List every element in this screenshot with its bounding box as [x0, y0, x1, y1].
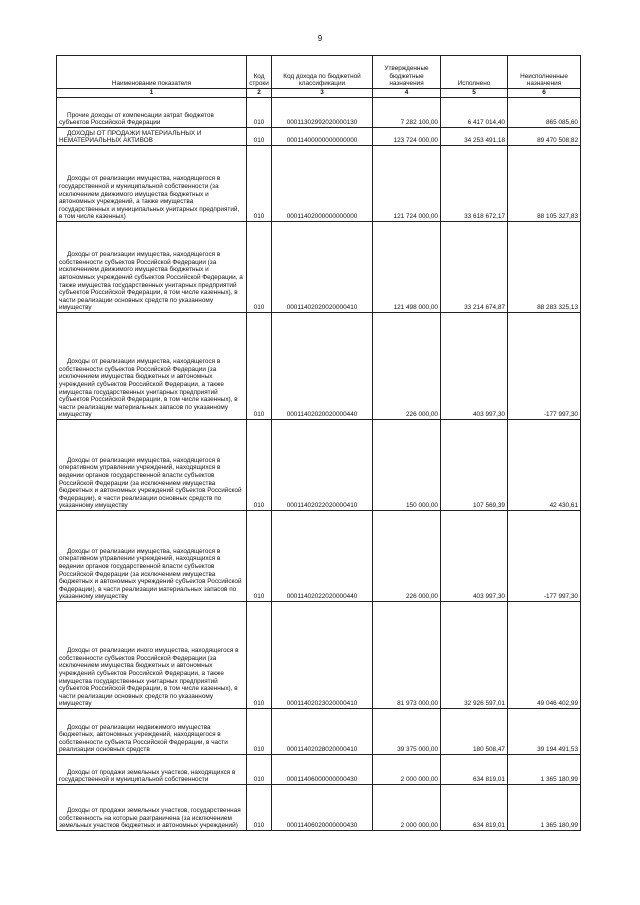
row-approved: 121 724 000,00	[373, 146, 441, 222]
row-executed: 33 214 674,87	[441, 222, 508, 313]
row-approved: 226 000,00	[373, 313, 441, 420]
row-code: 010	[247, 146, 272, 222]
row-executed: 634 819,01	[441, 755, 508, 785]
row-code: 010	[247, 709, 272, 755]
row-unexecuted: 88 105 327,83	[508, 146, 581, 222]
table-row	[57, 755, 581, 785]
page-number: 9	[317, 34, 323, 43]
row-name: Доходы от реализации имущества, находящегося в собственности субъектов Российской Федерации (за исключением имущества бюджетных и автономных учреждений субъектов Российской Федерации, а также имущества государственных унитарных предприятий субъектов Российской Федерации, в том числе казенных), в части реализации материальных запасов по указанному имуществу	[57, 313, 247, 420]
column-number: 4	[373, 89, 441, 98]
row-code: 010	[247, 128, 272, 146]
row-classification: 00011402022020000440	[272, 511, 373, 602]
row-executed: 33 618 672,17	[441, 146, 508, 222]
table-row	[57, 709, 581, 755]
row-approved: 2 000 000,00	[373, 755, 441, 785]
row-classification: 00011402022020000410	[272, 420, 373, 511]
header-code: Код строки	[247, 56, 272, 89]
income-report-table	[56, 55, 581, 831]
row-approved: 81 973 000,00	[373, 602, 441, 709]
table-row	[57, 98, 581, 128]
column-number: 2	[247, 89, 272, 98]
row-classification: 00011402020020000410	[272, 222, 373, 313]
row-unexecuted: 49 046 402,99	[508, 602, 581, 709]
table-row	[57, 785, 581, 831]
table-row	[57, 313, 581, 420]
row-approved: 123 724 000,00	[373, 128, 441, 146]
row-code: 010	[247, 98, 272, 128]
row-executed: 6 417 014,40	[441, 98, 508, 128]
row-unexecuted: -177 997,30	[508, 511, 581, 602]
row-classification: 00011402023020000410	[272, 602, 373, 709]
row-unexecuted: 1 365 180,99	[508, 785, 581, 831]
row-classification: 00011302992020000130	[272, 98, 373, 128]
table-row	[57, 602, 581, 709]
row-executed: 634 819,01	[441, 785, 508, 831]
row-classification: 00011402028020000410	[272, 709, 373, 755]
row-name: Доходы от реализации иного имущества, находящегося в собственности субъектов Российской Федерации (за исключением имущества бюджетных и автономных учреждений субъектов Российской Федерации, а также имущества государственных унитарных предприятий субъектов Российской Федерации, в том числе казенных), в части реализации основных средств по указанному имуществу	[57, 602, 247, 709]
table-row	[57, 146, 581, 222]
row-executed: 180 508,47	[441, 709, 508, 755]
table-row	[57, 511, 581, 602]
row-name: Доходы от продажи земельных участков, государственная собственность на которые разграничена (за исключением земельных участков бюджетных и автономных учреждений)	[57, 785, 247, 831]
row-executed: 403 997,30	[441, 313, 508, 420]
row-code: 010	[247, 222, 272, 313]
row-classification: 00011406000000000430	[272, 755, 373, 785]
row-classification: 00011406020000000430	[272, 785, 373, 831]
row-name: Прочие доходы от компенсации затрат бюджетов субъектов Российской Федерации	[57, 98, 247, 128]
row-executed: 107 569,39	[441, 420, 508, 511]
row-name: Доходы от реализации имущества, находящегося в собственности субъектов Российской Федерации (за исключением движимого имущества бюджетных и автономных учреждений субъектов Российской Федерации, а также имущества государственных унитарных предприятий субъектов Российской Федерации, в том числе казенных), в части реализации основных средств по указанному имуществу	[57, 222, 247, 313]
row-code: 010	[247, 602, 272, 709]
row-unexecuted: 39 194 491,53	[508, 709, 581, 755]
row-classification: 00011400000000000000	[272, 128, 373, 146]
column-number: 3	[272, 89, 373, 98]
table-row	[57, 222, 581, 313]
header-name: Наименование показателя	[57, 56, 247, 89]
row-code: 010	[247, 420, 272, 511]
row-classification: 00011402020020000440	[272, 313, 373, 420]
row-name: ДОХОДЫ ОТ ПРОДАЖИ МАТЕРИАЛЬНЫХ И НЕМАТЕРИАЛЬНЫХ АКТИВОВ	[57, 128, 247, 146]
header-approved: Утвержденные бюджетные назначения	[373, 56, 441, 89]
row-code: 010	[247, 785, 272, 831]
row-unexecuted: 89 470 508,82	[508, 128, 581, 146]
table-row	[57, 128, 581, 146]
row-unexecuted: 1 365 180,99	[508, 755, 581, 785]
row-approved: 226 000,00	[373, 511, 441, 602]
row-code: 010	[247, 755, 272, 785]
row-approved: 121 498 000,00	[373, 222, 441, 313]
column-number: 6	[508, 89, 581, 98]
header-unexecuted: Неисполненные назначения	[508, 56, 581, 89]
column-number: 1	[57, 89, 247, 98]
row-code: 010	[247, 313, 272, 420]
row-classification: 00011402000000000000	[272, 146, 373, 222]
column-number-row	[57, 89, 581, 98]
row-name: Доходы от реализации имущества, находящегося в оперативном управлении учреждений, находящихся в ведении органов государственной власти субъектов Российской Федерации (за исключением имущества бюджетных и автономных учреждений субъектов Российской Федерации), в части реализации материальных запасов по указанному имуществу	[57, 511, 247, 602]
row-name: Доходы от реализации имущества, находящегося в оперативном управлении учреждений, находящихся в ведении органов государственной власти субъектов Российской Федерации (за исключением имущества бюджетных и автономных учреждений субъектов Российской Федерации), в части реализации основных средств по указанному имуществу	[57, 420, 247, 511]
table-row	[57, 420, 581, 511]
row-approved: 2 000 000,00	[373, 785, 441, 831]
row-unexecuted: 42 430,61	[508, 420, 581, 511]
header-executed: Исполнено	[441, 56, 508, 89]
header-row	[57, 56, 581, 89]
row-executed: 403 997,30	[441, 511, 508, 602]
row-approved: 7 282 100,00	[373, 98, 441, 128]
row-approved: 39 375 000,00	[373, 709, 441, 755]
row-code: 010	[247, 511, 272, 602]
row-unexecuted: 88 283 325,13	[508, 222, 581, 313]
row-name: Доходы от продажи земельных участков, находящихся в государственной и муниципальной собственности	[57, 755, 247, 785]
row-executed: 34 253 491,18	[441, 128, 508, 146]
row-executed: 32 926 597,01	[441, 602, 508, 709]
row-name: Доходы от реализации недвижимого имущества бюджетных, автономных учреждений, находящегося в собственности субъекта Российской Федерации, в части реализации основных средств	[57, 709, 247, 755]
header-classification: Код дохода по бюджетной классификации	[272, 56, 373, 89]
column-number: 5	[441, 89, 508, 98]
row-approved: 150 000,00	[373, 420, 441, 511]
row-unexecuted: 865 085,60	[508, 98, 581, 128]
row-name: Доходы от реализации имущества, находящегося в государственной и муниципальной собственности (за исключением движимого имущества бюджетных и автономных учреждений, а также имущества государственных и муниципальных унитарных предприятий, в том числе казенных)	[57, 146, 247, 222]
row-unexecuted: -177 997,30	[508, 313, 581, 420]
